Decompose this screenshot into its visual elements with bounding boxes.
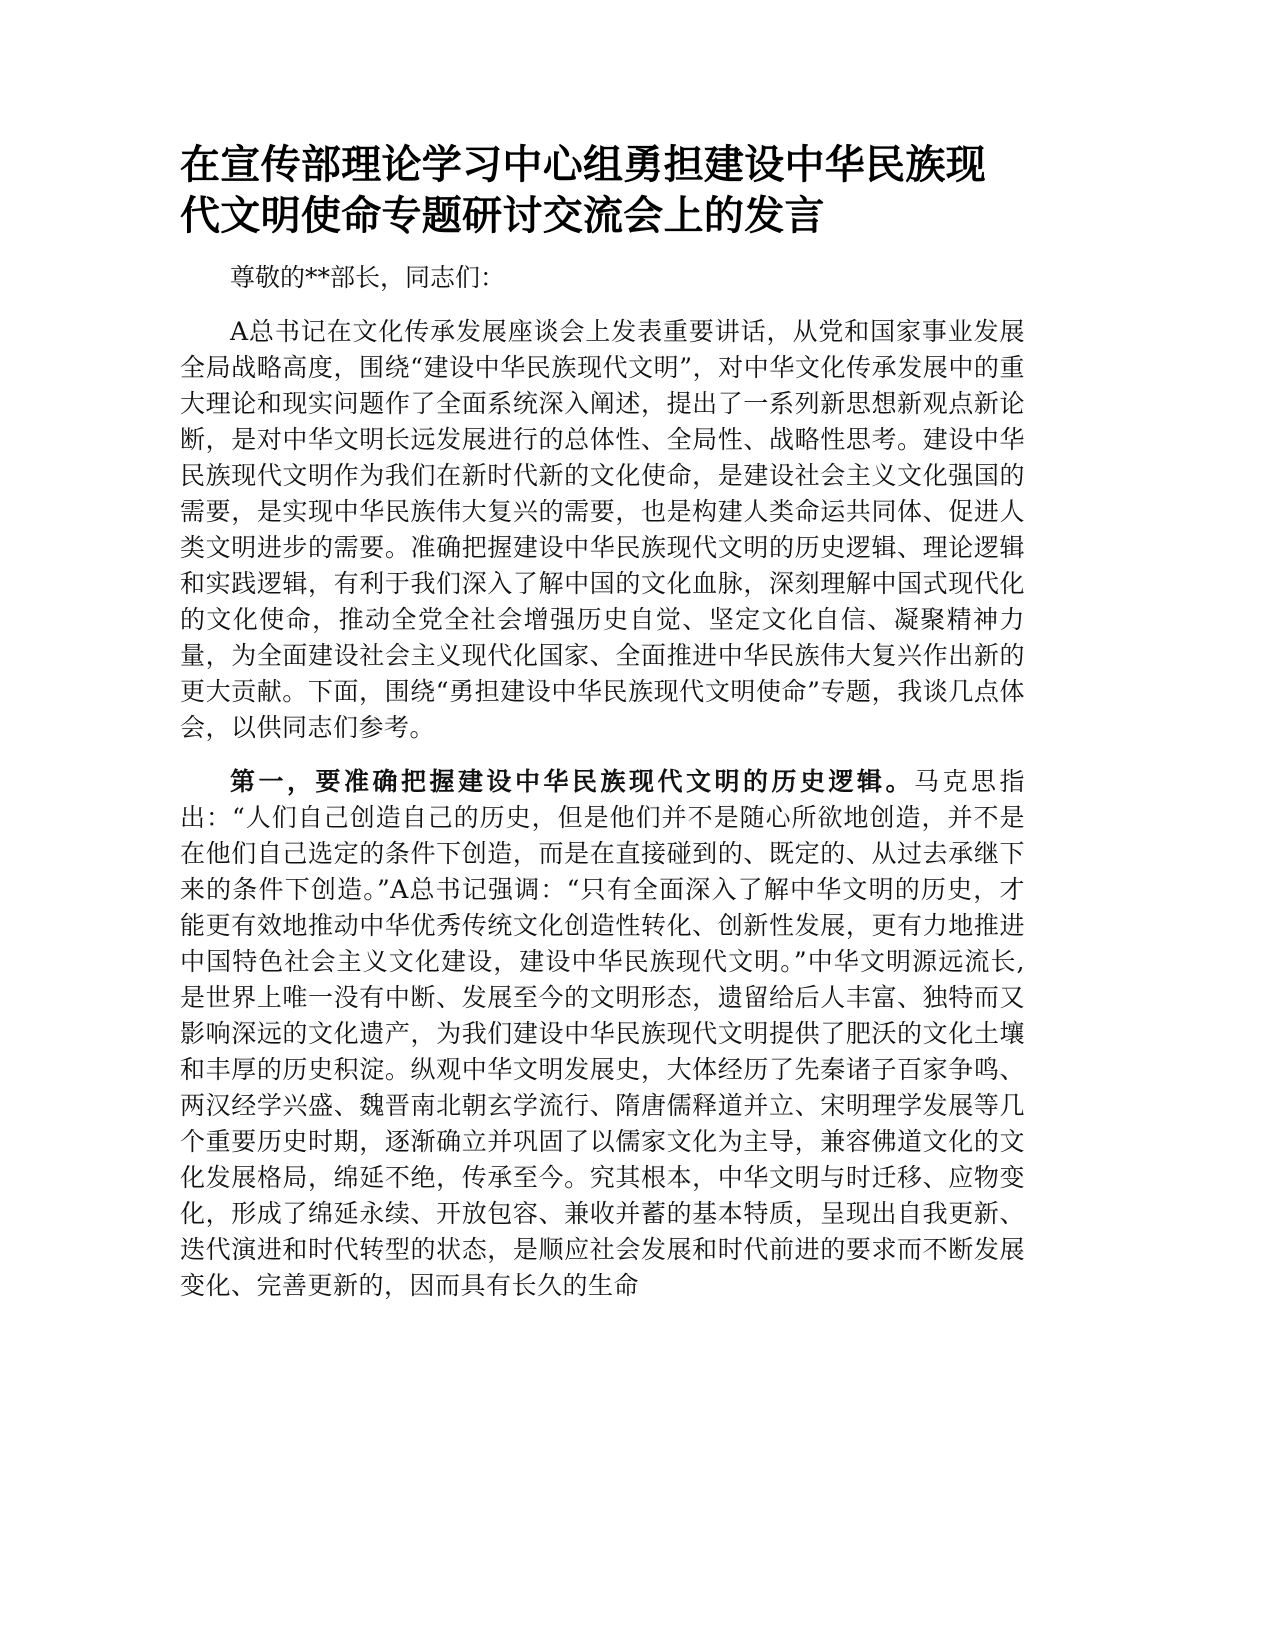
document-title: 在宣传部理论学习中心组勇担建设中华民族现代文明使命专题研讨交流会上的发言	[180, 142, 986, 239]
salutation: 尊敬的**部长，同志们：	[230, 263, 506, 292]
paragraph-body-text: 马克思指出：“人们自己创造自己的历史，但是他们并不是随心所欲地创造，并不是在他们自己选定的条件下创造，而是在直接碰到的、既定的、从过去承继下来的条件下创造。”A总书记强调：“只有全面深入了解中华文明的历史，才能更有效地推动中华优秀传统文化创造性转化、创新性发展，更有力地推进中国特色社会主义文化建设，建设中华民族现代文明。”中华文明源远流长,是世界上唯一没有中断、发展至今的文明形态，遗留给后人丰富、独特而又影响深远的文化遗产，为我们建设中华民族现代文明提供了肥沃的文化土壤和丰厚的历史积淀。纵观中华文明发展史，大体经历了先秦诸子百家争鸣、两汉经学兴盛、魏晋南北朝玄学流行、隋唐儒释道并立、宋明理学发展等几个重要历史时期，逐渐确立并巩固了以儒家文化为主导，兼容佛道文化的文化发展格局，绵延不绝，传承至今。究其根本，中华文明与时迁移、应物变化，形成了绵延永续、开放包容、兼收并蓄的基本特质，呈现出自我更新、迭代演进和时代转型的状态，是顺应社会发展和时代前进的要求而不断发展变化、完善更新的，因而具有长久的生命	[180, 767, 1025, 1300]
paragraph-first-point	[180, 764, 1025, 1304]
paragraph-lead-heading: 第一，要准确把握建设中华民族现代文明的历史逻辑。	[230, 767, 914, 796]
paragraph-intro: A总书记在文化传承发展座谈会上发表重要讲话，从党和国家事业发展全局战略高度，围绕“建设中华民族现代文明”，对中华文化传承发展中的重大理论和现实问题作了全面系统深入阐述，提出了一系列新思想新观点新论断，是对中华文明长远发展进行的总体性、全局性、战略性思考。建设中华民族现代文明作为我们在新时代新的文化使命，是建设社会主义文化强国的需要，是实现中华民族伟大复兴的需要，也是构建人类命运共同体、促进人类文明进步的需要。准确把握建设中华民族现代文明的历史逻辑、理论逻辑和实践逻辑，有利于我们深入了解中国的文化血脉，深刻理解中国式现代化的文化使命，推动全党全社会增强历史自觉、坚定文化自信、凝聚精神力量，为全面建设社会主义现代化国家、全面推进中华民族伟大复兴作出新的更大贡献。下面，围绕“勇担建设中华民族现代文明使命”专题，我谈几点体会，以供同志们参考。	[180, 317, 1025, 742]
document-page	[180, 140, 1025, 1304]
